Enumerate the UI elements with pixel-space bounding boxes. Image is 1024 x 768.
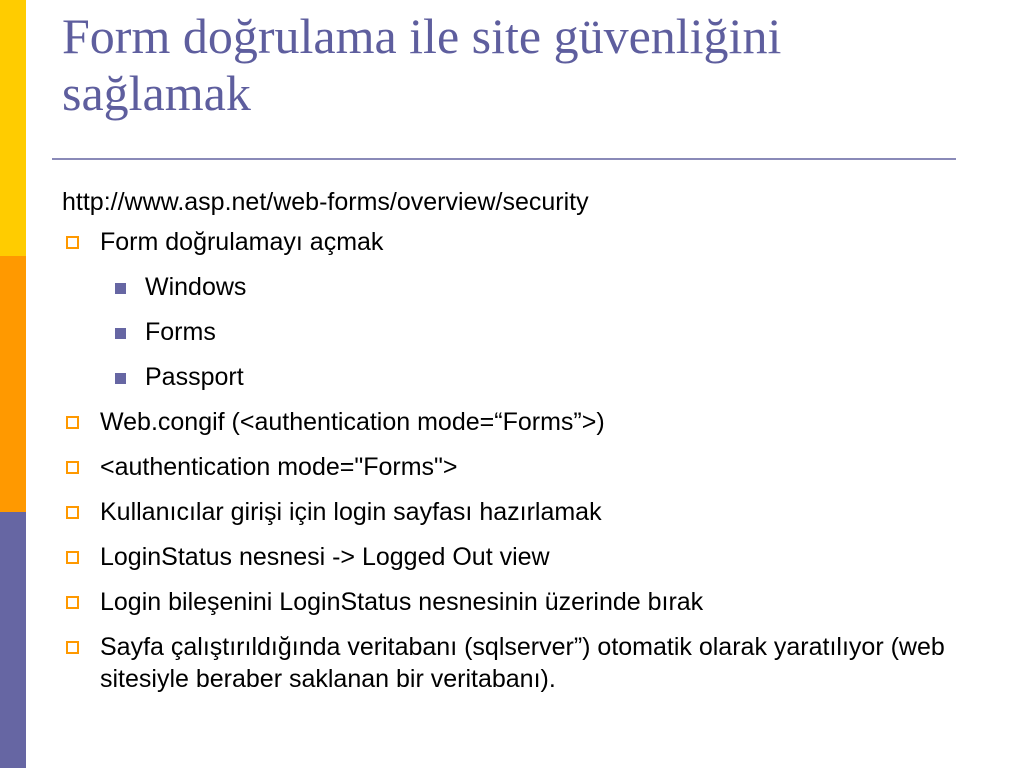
square-bullet-icon: [66, 461, 79, 474]
square-bullet-icon: [66, 596, 79, 609]
sub-list-item: [62, 361, 982, 393]
filled-square-bullet-icon: [115, 283, 126, 294]
sub-list-item-text: Passport: [145, 363, 244, 391]
list-item: [62, 496, 982, 528]
list-item-text: Login bileşenini LoginStatus nesnesinin üzerinde bırak: [100, 588, 704, 616]
list-item-text: Form doğrulamayı açmak: [100, 228, 384, 256]
list-item-text: Kullanıcılar girişi için login sayfası hazırlamak: [100, 498, 602, 526]
list-item-text: LoginStatus nesnesi -> Logged Out view: [100, 543, 550, 571]
list-item: [62, 226, 982, 258]
square-bullet-icon: [66, 551, 79, 564]
list-item: [62, 451, 982, 483]
sub-list-item-text: Forms: [145, 318, 216, 346]
list-item-text: Web.congif (<authentication mode=“Forms”>): [100, 408, 605, 436]
accent-bar-orange: [0, 256, 26, 512]
list-item: [62, 631, 982, 695]
left-accent-bar: [0, 0, 26, 768]
list-item-text: Sayfa çalıştırıldığında veritabanı (sqlserver”) otomatik olarak yaratılıyor (web sitesiyle beraber saklanan bir veritabanı).: [100, 633, 945, 693]
filled-square-bullet-icon: [115, 328, 126, 339]
filled-square-bullet-icon: [115, 373, 126, 384]
slide-title: Form doğrulama ile site güvenliğini sağlamak: [62, 8, 782, 121]
list-item: [62, 586, 982, 618]
square-bullet-icon: [66, 236, 79, 249]
square-bullet-icon: [66, 506, 79, 519]
square-bullet-icon: [66, 416, 79, 429]
accent-bar-purple: [0, 512, 26, 768]
url-text: http://www.asp.net/web-forms/overview/security: [62, 188, 589, 216]
slide-body: [62, 186, 982, 695]
list-item-text: <authentication mode="Forms">: [100, 453, 458, 481]
sub-list-item: [62, 316, 982, 348]
list-item: [62, 541, 982, 573]
title-divider: [52, 158, 956, 160]
accent-bar-yellow: [0, 0, 26, 256]
list-item: [62, 406, 982, 438]
sub-list-item: [62, 271, 982, 303]
square-bullet-icon: [66, 641, 79, 654]
sub-list-item-text: Windows: [145, 273, 247, 301]
